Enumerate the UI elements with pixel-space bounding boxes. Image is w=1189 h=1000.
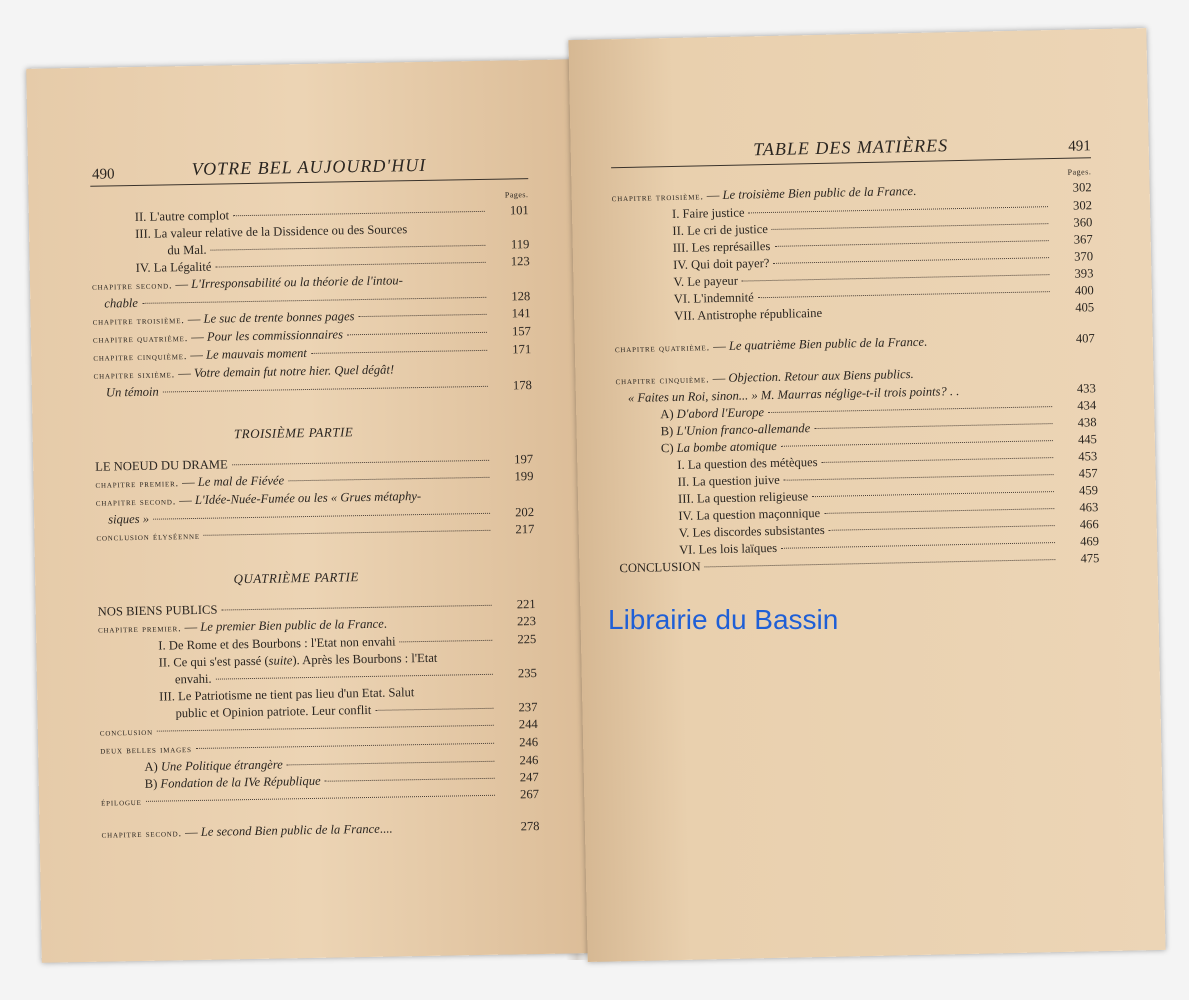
toc-entry-text: Le troisième Bien public de la France [722,183,914,202]
dot-leader [824,508,1054,514]
toc-entry-text: du Mal. [167,242,207,258]
toc-entry-text: chapitre second. [101,828,182,841]
toc-entry-label [674,305,822,325]
toc-entry-label [104,295,138,313]
toc-entry-text: II. Ce qui s'est passé ( [158,653,269,670]
toc-entry-text: VI. L'indemnité [673,290,754,307]
toc-page-number: 101 [509,203,529,218]
toc-entry-text: III. Les représailles [672,238,771,256]
toc-entry-text: — [187,329,208,345]
right-running-header [610,125,1091,168]
dot-leader [705,559,1056,567]
toc-entry-text: II. Le cri de justice [672,222,769,239]
toc-entry-text: VI. Les lois laïques [678,540,778,557]
toc-entry-text: Votre demain fut notre hier. Quel dégât! [193,362,395,380]
dot-leader [758,291,1050,298]
toc-entry-text: — [181,824,201,840]
toc-page-number: 225 [517,632,537,647]
toc-page-number [495,219,529,220]
part-heading: TROISIÈME PARTIE [233,424,354,442]
dot-leader [781,440,1053,447]
dot-leader [216,674,493,680]
toc-entry-label [175,671,212,689]
toc-page-number: 459 [1078,483,1099,498]
toc-entry-text: IV. Qui doit payer? [672,255,770,273]
toc-entry-text: — [181,619,201,635]
left-page-number: 490 [91,166,115,183]
left-running-title: VOTRE BEL AUJOURD'HUI [191,154,427,179]
toc-page-number: 197 [514,452,534,467]
toc-entry-text: siques » [107,511,150,527]
toc-entry-text: Le mauvais moment [205,345,307,362]
toc-entry-text: chapitre quatrième. [92,333,189,346]
dot-leader [398,369,487,371]
toc-entry-text: « Faites un Roi, sinon... » M. Maurras néglige-t-il trois points? . . [627,384,960,405]
toc-entry-label [106,384,159,402]
dot-leader [400,640,493,643]
toc-page-number: 302 [1072,180,1092,195]
dot-leader [325,778,495,782]
toc-entry-text: .... [379,821,393,836]
toc-entry-text: — [175,492,196,508]
toc-entry-text: chapitre second. [95,496,177,509]
toc-entry-text: Le quatrième Bien public de la France [728,334,925,353]
toc-entry-text: — [709,370,729,386]
toc-page-number: 223 [516,614,537,629]
toc-entry-text: LE NOEUD DU DRAME [95,457,228,474]
toc-page-number: 247 [519,770,539,785]
dot-leader [163,386,488,393]
toc-entry-text: suite [268,653,293,668]
dot-leader [774,240,1048,247]
toc-entry-label [672,221,768,240]
dot-leader [441,658,492,659]
toc-entry-text: Le mal de Fiévée [197,473,285,489]
toc-entry-text: chapitre cinquième. [93,351,188,364]
dot-leader [221,605,491,611]
left-toc [91,202,540,844]
toc-entry-text: chapitre second. [91,280,173,293]
dot-leader [358,314,486,317]
toc-page-number: 367 [1073,232,1093,247]
dot-leader [822,457,1054,463]
toc-entry-text: chapitre sixième. [93,369,176,382]
toc-entry-text: NOS BIENS PUBLICS [97,602,218,619]
toc-entry-text: D'abord l'Europe [676,405,765,421]
toc-page-number: 360 [1073,215,1093,230]
dot-leader [146,795,495,802]
toc-entry-text: — [184,311,204,327]
toc-entry-text: . [912,183,917,198]
toc-entry-text: chapitre troisième. [92,315,185,328]
dot-leader [826,309,1050,314]
dot-leader [153,513,490,520]
toc-page-number: 171 [512,342,532,357]
toc-entry-label [98,602,218,621]
toc-entry-text: ). Après les Bourbons : l'Etat [292,650,438,668]
dot-leader [814,423,1052,429]
left-running-header [90,146,529,187]
toc-entry-text: — [709,338,730,354]
dot-leader [232,460,489,465]
watermark: Librairie du Bassin [608,604,839,635]
right-page-number: 491 [1068,138,1091,155]
toc-entry-label [100,740,192,760]
toc-entry-text: VII. Antistrophe républicaine [674,305,823,323]
dot-leader [748,206,1048,213]
left-page [26,59,590,962]
toc-entry-text: — [172,277,192,292]
toc-entry-text: chable [104,295,139,311]
toc-entry-text: Une Politique étrangère [160,757,283,774]
toc-entry-text: deux belles images [100,744,192,757]
toc-entry-text: L'Union franco-allemande [676,421,811,438]
toc-page-number: 407 [1075,331,1095,346]
right-toc [612,179,1100,577]
toc-page-number [503,682,537,683]
toc-page-number: 267 [519,787,540,802]
toc-entry-text: épilogue [100,796,142,809]
toc-page-number: 445 [1077,432,1098,447]
toc-entry-text: L'Idée-Nuée-Fumée ou les « Grues métaphy- [194,489,422,507]
toc-entry-text: envahi. [174,671,212,687]
dot-leader [772,223,1048,230]
toc-page-number: 434 [1077,398,1097,413]
toc-page-number [500,486,534,487]
dot-leader [768,406,1052,413]
toc-entry-text: L'Irresponsabilité ou la théorie de l'intou- [191,273,403,292]
right-running-title: TABLE DES MATIÈRES [753,135,949,160]
toc-entry-text: III. La question religieuse [677,489,809,506]
toc-entry-text: chapitre quatrième. [614,342,711,356]
toc-page-number: 128 [511,289,531,304]
toc-page-number: 463 [1079,500,1099,515]
toc-page-number: 433 [1076,381,1096,396]
toc-page-number: 438 [1077,415,1097,430]
toc-entry-text: III. La valeur relative de la Dissidence ou des Sources [135,222,408,241]
dot-leader [407,280,486,281]
toc-page-number: 466 [1079,517,1099,532]
dot-leader [781,542,1055,549]
toc-entry-text: C) [660,440,677,456]
toc-entry-text: Un témoin [105,384,159,400]
dot-leader [784,474,1054,481]
toc-entry-label [135,207,230,226]
toc-entry-text: IV. La Légalité [135,259,212,275]
toc-entry-label [619,559,701,578]
toc-entry-text: II. L'autre complot [134,208,230,224]
toc-page-number: 405 [1075,300,1095,315]
toc-page-number: 244 [518,717,538,732]
toc-entry-text: A) [660,406,677,422]
toc-entry-text: CONCLUSION [619,559,701,576]
toc-page-number [502,648,536,649]
toc-entry-label [673,238,771,257]
toc-entry-text: Fondation de la IVe République [160,773,321,791]
part-heading: QUATRIÈME PARTIE [233,569,359,587]
toc-entry-label [96,527,200,547]
toc-page-number [496,270,530,271]
toc-entry-text: — [703,187,723,203]
toc-entry-text: IV. La question maçonnique [678,505,821,523]
toc-page-number: 469 [1079,534,1100,549]
dot-leader [211,245,486,251]
toc-entry-text: Le premier Bien public de la France [200,616,384,634]
toc-entry-text: I. Faire justice [671,205,745,222]
dot-leader [196,743,494,749]
dot-leader [391,623,492,625]
dot-leader [215,262,485,268]
toc-page-number: 235 [517,666,537,681]
dot-leader [829,525,1055,531]
toc-page-number: 123 [510,254,530,269]
toc-entry-label [672,205,745,224]
dot-leader [396,828,495,830]
left-pages-label: Pages. [504,190,529,200]
toc-page-number [1061,362,1095,363]
toc-page-number: 217 [515,522,535,537]
dot-leader [204,530,490,536]
toc-entry-text: chapitre premier. [95,478,180,491]
toc-entry-text: B) [660,423,677,439]
toc-page-number: 393 [1074,266,1094,281]
toc-page-number: 246 [519,735,539,750]
toc-entry-text: III. Le Patriotisme ne tient pas lieu d'un Etat. Salut [159,685,415,704]
toc-entry-text: V. Les discordes subsistantes [678,522,825,540]
toc-page-number: 278 [520,819,540,834]
toc-page-number [497,359,531,360]
toc-page-number: 246 [519,753,539,768]
toc-entry-label [678,472,780,491]
toc-entry-text: Objection. Retour aux Biens publics. [728,366,914,385]
toc-page-number: 119 [510,237,530,252]
toc-page-number: 202 [515,505,535,520]
toc-page-number: 302 [1072,198,1093,213]
dot-leader [411,229,485,230]
toc-page-number: 221 [516,597,536,612]
toc-entry-text: I. La question des métèques [677,455,818,472]
toc-entry-text: II. La question juive [677,472,780,489]
toc-entry-text: Le second Bien public de la France [200,821,380,839]
dot-leader [931,340,1051,343]
toc-entry-text: Le suc de trente bonnes pages [203,309,355,326]
toc-page-number: 178 [512,378,532,393]
toc-page-number: 370 [1074,249,1094,264]
toc-entry-text: — [187,347,207,363]
toc-entry-label [679,540,777,559]
toc-entry-text: La bombe atomique [676,438,777,455]
toc-entry-text: V. Le payeur [673,273,739,290]
toc-page-number: 453 [1078,449,1098,464]
toc-entry-text: conclusion [99,726,154,739]
right-pages-label: Pages. [1067,167,1092,177]
dot-leader [920,189,1047,192]
toc-page-number: 141 [511,306,531,321]
toc-entry-text: B) [144,776,161,791]
dot-leader [142,297,486,304]
dot-leader [347,332,487,335]
toc-entry-text: chapitre premier. [97,623,182,636]
toc-entry-label [673,255,770,274]
toc-entry-label [674,289,754,308]
dot-leader [233,211,485,216]
dot-leader [812,491,1054,497]
dot-leader [157,725,494,732]
toc-entry-text: . [383,616,388,631]
toc-entry-label [108,511,149,529]
toc-page-number: 457 [1078,466,1098,481]
dot-leader [375,708,493,711]
dot-leader [287,761,495,766]
toc-entry-label [100,723,153,742]
dot-leader [425,496,490,497]
dot-leader [773,257,1049,264]
toc-entry-text: A) [144,759,161,774]
toc-page-number: 157 [511,324,532,339]
toc-entry-text: public et Opinion patriote. Leur conflit [175,702,372,721]
toc-entry-label [167,242,206,260]
dot-leader [742,274,1049,281]
toc-entry-text: chapitre troisième. [611,191,704,205]
dot-leader [963,390,1051,392]
toc-entry-text: . [923,334,928,349]
toc-entry-text: — [178,474,198,490]
toc-page-number: 199 [514,469,534,484]
toc-entry-label [101,793,142,812]
toc-entry-text: chapitre cinquième. [615,374,710,388]
toc-page-number: 400 [1074,283,1094,298]
toc-entry-text: Pour les commissionnaires [206,327,344,344]
dot-leader [418,692,493,693]
dot-leader [918,372,1052,375]
toc-entry-label [101,821,392,844]
toc-entry-text: I. De Rome et des Bourbons : l'Etat non envahi [158,634,396,653]
right-page [568,28,1165,962]
dot-leader [311,350,487,354]
toc-entry-text: conclusion élyséenne [96,530,201,544]
toc-page-number: 475 [1080,551,1100,566]
toc-entry-label [136,259,212,277]
dot-leader [288,477,489,482]
toc-page-number: 237 [518,700,538,715]
toc-entry-label [660,404,764,423]
toc-entry-text: — [174,365,195,381]
toc-entry-label [673,273,738,291]
